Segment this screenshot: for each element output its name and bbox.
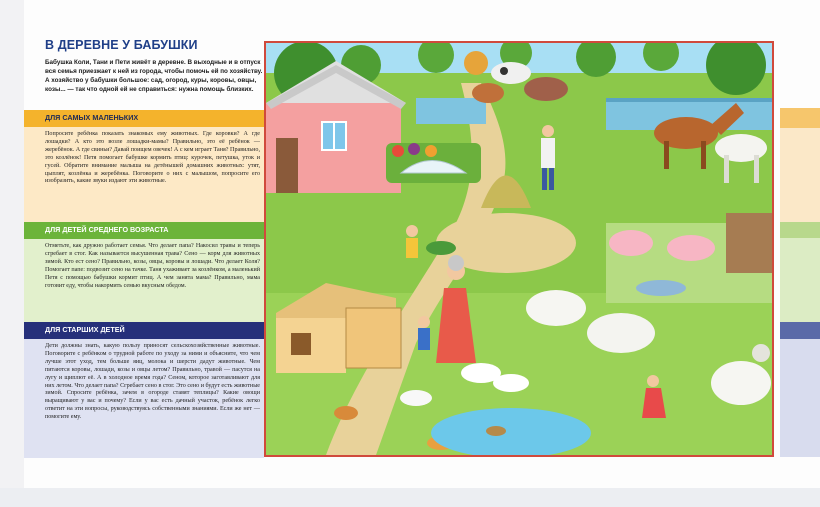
section-heading-label: ДЛЯ ДЕТЕЙ СРЕДНЕГО ВОЗРАСТА (45, 225, 169, 234)
right-tab-orange-light (780, 128, 820, 222)
right-tab-orange (780, 108, 820, 128)
pig-pen (606, 213, 772, 303)
section-text: Дети должны знать, какую пользу приносят сельскохозяйственные животные. Поговорите с ребёнком о трудной работе по уходу за ними и объясните, что чем лучше этот уход, тем больше яиц, молока и шерсти дадут животные. Чем питаются коровы, лошади, козы и овцы летом? Правильно, травой — пасутся на лугу и щиплют её. А в холодное время года? Сеном, которое заготавливают для них летом. Что делает папа? Сгребает сено в стог. Это сено и будут есть животные зимой. Спросите ребёнка, зачем в огороде ставят теплицы? Какие овощи выращивают у вас и почему? Если у вас есть дачный участок, ребёнок легко ответит на эти вопросы, руководствуясь собственными знаниями. Если же нет — помогите ему. (45, 343, 260, 421)
right-tab-green-light (780, 238, 820, 322)
right-tab-blue (780, 322, 820, 339)
section-heading-older (24, 322, 264, 339)
section-heading-label: ДЛЯ СТАРШИХ ДЕТЕЙ (45, 325, 125, 334)
section-youngest (24, 127, 264, 222)
section-heading-youngest (24, 110, 264, 127)
duck-in-pond (486, 426, 506, 436)
section-middle (24, 239, 264, 322)
right-tab-blue-light (780, 339, 820, 457)
page-bottom-strip (0, 488, 820, 507)
text-column (24, 0, 264, 488)
page-gutter (0, 0, 24, 507)
right-tab-green (780, 222, 820, 238)
section-heading-middle (24, 222, 264, 239)
section-text: Попросите ребёнка показать знакомых ему животных. Где коровки? А где лошадки? А кто это возле лошадки-мамы? Правильно, это её ребёнок — жеребёнок. А где свиньи? Давай поищем овечек! А с кем играет Таня? Правильно, это козлёнок! Петя помогает бабушке кормить птиц: курочек, петушка, уток и гусей. Обратите внимание малыша на детёнышей домашних животных: утят, цыплят, козлёнка и жеребёнка. Поговорите о них с малышом, попросите его изобразить, какие звуки издают эти животные. (45, 131, 260, 185)
vegetable-garden (386, 143, 481, 183)
farm-scene (266, 43, 772, 455)
section-older (24, 339, 264, 458)
farmyard-illustration (264, 41, 774, 457)
intro-paragraph: Бабушка Коли, Тани и Пети живёт в деревне. В выходные и в отпуск вся семья приезжает к ней из города, чтобы помочь ей по хозяйству. А хозяйство у бабушки большое: сад, огород, куры, коровы, овцы, козы... — так что одной ей не справиться: нужна помощь близких. (45, 59, 263, 93)
page-title: В ДЕРЕВНЕ У БАБУШКИ (45, 38, 198, 52)
section-text: Отметьте, как дружно работает семья. Что делает папа? Накосил травы и теперь сгребает в стог. Как называется высушенная трава? Сено — корм для животных зимой. Кто ест сено? Правильно, козы, овцы, коровы и лошади. Что делает Коля? Помогает папе: подвозит сено на тачке. Таня ухаживает за козлёнком, а маленький Петя с помощью бабушки кормит птиц. А чем занята мама? Правильно, мама готовит еду, чтобы накормить семью вкусным обедом. (45, 243, 260, 289)
section-heading-label: ДЛЯ САМЫХ МАЛЕНЬКИХ (45, 113, 139, 122)
